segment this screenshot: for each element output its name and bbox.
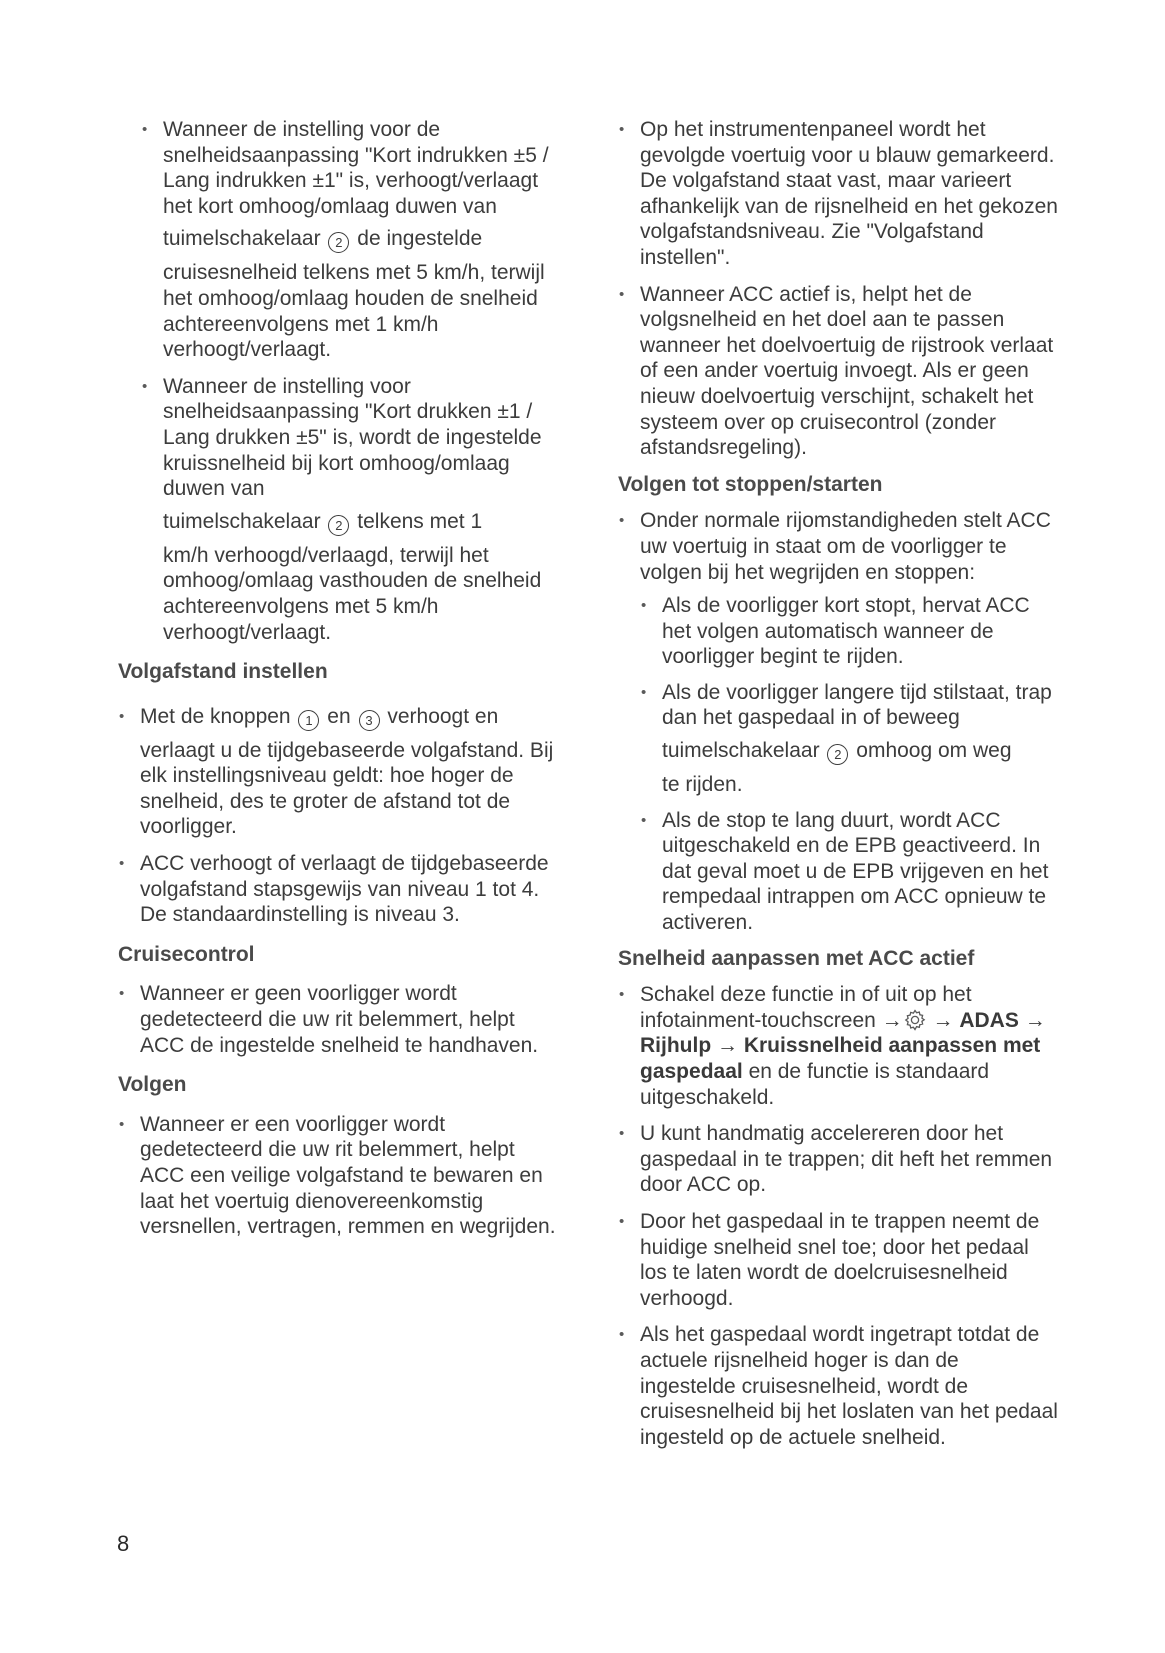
bullet-text: Wanneer de instelling voor de snelheidsaanpassing "Kort indrukken ±5 / Lang indrukken ±1" is, verhoogt/verlaagt het kort omhoog/omlaag duwen van — [163, 118, 549, 218]
heading-volgafstand: Volgafstand instellen — [118, 660, 328, 684]
bullet-text: verhoogt en — [387, 704, 499, 728]
bullet-text: U kunt handmatig accelereren door het gaspedaal in te trappen; dit heft het remmen door ACC op. — [640, 1122, 1053, 1197]
bullet-text: Wanneer er een voorligger wordt gedetecteerd die uw rit belemmert, helpt ACC een veilige volgafstand te bewaren en laat het voertuig dienovereenkomstig versnellen, vertragen, remmen en wegrijden. — [140, 1112, 556, 1239]
bullet-text: telkens met 1 — [357, 509, 483, 533]
bullet-text: de ingestelde — [357, 227, 483, 251]
sub-bullet-too-long-stop — [618, 808, 1058, 936]
bullet-text: Als de voorligger kort stopt, hervat ACC het volgen automatisch wanneer de voorligger begint te rijden. — [662, 594, 1030, 669]
arrow-text: → — [1024, 1008, 1046, 1032]
circled-number-3-icon: 3 — [359, 710, 380, 731]
circled-number-1-icon: 1 — [298, 710, 319, 731]
menu-path-adas: ADAS — [959, 1008, 1019, 1032]
bullet-text: tuimelschakelaar — [163, 227, 321, 251]
page-number: 8 — [117, 1531, 130, 1556]
bullet-instrument-panel — [618, 117, 1058, 271]
circled-number-2-icon: 2 — [328, 515, 349, 536]
heading-speed-adjust: Snelheid aanpassen met ACC actief — [618, 946, 975, 970]
bullet-text: tuimelschakelaar — [163, 509, 321, 533]
circled-number-2-icon: 2 — [827, 744, 848, 765]
heading-stop-start: Volgen tot stoppen/starten — [618, 472, 883, 496]
bullet-pedal-release — [618, 1322, 1058, 1450]
bullet-text: te rijden. — [662, 773, 743, 797]
gear-icon — [903, 1008, 927, 1032]
circled-number-2-icon: 2 — [328, 232, 349, 253]
bullet-speed-adjust-short-5 — [118, 117, 558, 363]
bullet-text: km/h verhoogd/verlaagd, terwijl het omhoog/omlaag vasthouden de snelheid achtereenvolgens met 5 km/h verhoogt/verlaagt. — [163, 543, 542, 644]
bullet-text: verlaagt u de tijdgebaseerde volgafstand. Bij elk instellingsniveau geldt: hoe hoger de snelheid, des te groter de afstand tot de voorligger. — [140, 738, 554, 839]
bullet-text: Als de voorligger langere tijd stilstaat, trap dan het gaspedaal in of beweeg — [662, 680, 1052, 730]
bullet-text: Als de stop te lang duurt, wordt ACC uitgeschakeld en de EPB geactiveerd. In dat geval moet u de EPB vrijgeven en het rempedaal intrappen om ACC opnieuw te activeren. — [662, 808, 1049, 935]
bullet-pedal-increase — [618, 1209, 1058, 1311]
bullet-text: Met de knoppen — [140, 704, 291, 728]
sub-bullet-long-stop — [618, 680, 1058, 798]
bullet-text: omhoog om weg — [856, 739, 1012, 763]
bullet-text: tuimelschakelaar — [662, 739, 820, 763]
bullet-text: en — [327, 704, 351, 728]
bullet-text: en de functie is standaard uitgeschakeld. — [640, 1060, 990, 1109]
bullet-text: Op het instrumentenpaneel wordt het gevolgde voertuig voor u blauw gemarkeerd. De volgafstand staat vast, maar varieert afhankelijk van de rijsnelheid en het gekozen volgafstandsniveau. Zie "Volgafstand instellen". — [640, 118, 1058, 269]
bullet-text: Onder normale rijomstandigheden stelt ACC uw voertuig in staat om de voorligger te volgen bij het wegrijden en stoppen: — [640, 509, 1051, 584]
bullet-toggle-function — [618, 982, 1058, 1110]
arrow-text: → — [717, 1034, 738, 1058]
bullet-text: Schakel deze functie in of uit op het infotainment-touchscreen → — [640, 983, 972, 1032]
bullet-manual-accelerate — [618, 1121, 1058, 1198]
bullet-volgafstand-buttons — [118, 704, 558, 840]
bullet-text: Wanneer ACC actief is, helpt het de volgsnelheid en het doel aan te passen wanneer het doelvoertuig de rijstrook verlaat of een ander voertuig invoegt. Als er geen nieuw doelvoertuig verschijnt, schakelt het systeem over op cruisecontrol (zonder afstandsregeling). — [640, 282, 1054, 460]
arrow-text: → — [932, 1008, 954, 1032]
bullet-target-change — [618, 282, 1058, 461]
heading-volgen: Volgen — [118, 1073, 187, 1097]
bullet-speed-adjust-short-1 — [118, 374, 558, 645]
bullet-volgafstand-levels — [118, 851, 558, 928]
bullet-text: Als het gaspedaal wordt ingetrapt totdat de actuele rijsnelheid hoger is dan de ingestelde cruisesnelheid, wordt de cruisesnelheid bij het loslaten van het pedaal ingesteld op de actuele snelheid. — [640, 1323, 1058, 1449]
menu-path-rijhulp: Rijhulp — [640, 1034, 712, 1058]
bullet-stop-start — [618, 508, 1058, 585]
bullet-text: Wanneer de instelling voor snelheidsaanpassing "Kort drukken ±1 / Lang drukken ±5" is, wordt de ingestelde kruissnelheid bij kort omhoog/omlaag duwen van — [163, 374, 542, 501]
bullet-text: Door het gaspedaal in te trappen neemt de huidige snelheid snel toe; door het pedaal los te laten wordt de doelcruisesnelheid verhoogd. — [640, 1209, 1040, 1310]
heading-cruisecontrol: Cruisecontrol — [118, 942, 255, 966]
sub-bullet-short-stop — [618, 593, 1058, 670]
bullet-volgen — [118, 1112, 558, 1240]
menu-path-kruissnelheid: Kruissnelheid aanpassen met gaspedaal — [640, 1034, 1041, 1083]
bullet-cruisecontrol — [118, 981, 558, 1058]
bullet-text: cruisesnelheid telkens met 5 km/h, terwijl het omhoog/omlaag houden de snelheid achtereenvolgens met 1 km/h verhoogt/verlaagt. — [163, 261, 545, 362]
right-column — [618, 117, 1058, 1461]
bullet-text: ACC verhoogt of verlaagt de tijdgebaseerde volgafstand stapsgewijs van niveau 1 tot 4. De standaardinstelling is niveau 3. — [140, 852, 549, 927]
left-column — [118, 117, 558, 1251]
bullet-text: Wanneer er geen voorligger wordt gedetecteerd die uw rit belemmert, helpt ACC de ingestelde snelheid te handhaven. — [140, 982, 539, 1057]
